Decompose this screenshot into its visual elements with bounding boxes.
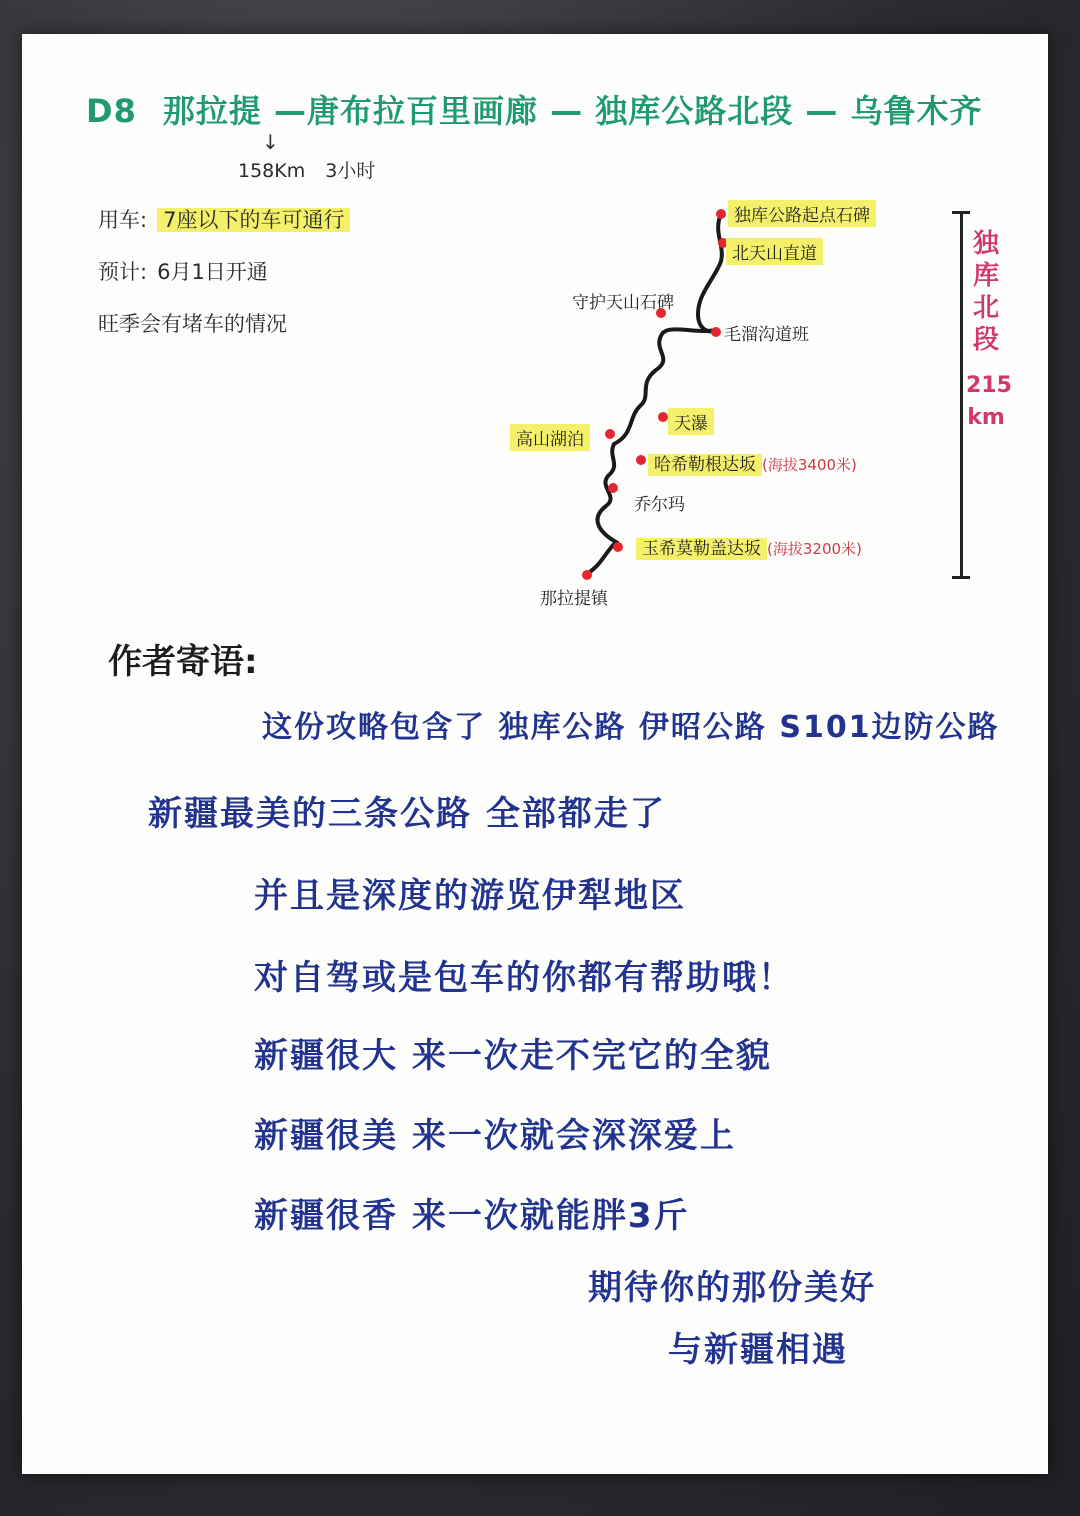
- distance: 158Km: [238, 160, 306, 182]
- author-line-1: 这份攻略包含了 独库公路 伊昭公路 S101边防公路: [262, 710, 1000, 745]
- label-yuximolegai-row: [636, 534, 862, 559]
- author-line-6: 新疆很美 来一次就会深深爱上: [254, 1116, 736, 1156]
- point-qiaoerma: [608, 483, 618, 493]
- author-line-2: 新疆最美的三条公路 全部都走了: [148, 794, 666, 834]
- info-opening-label: 预计:: [98, 260, 148, 284]
- point-maoliugou: [711, 327, 721, 337]
- author-line-5: 新疆很大 来一次走不完它的全貌: [254, 1036, 772, 1076]
- label-qiaoerma: 乔尔玛: [634, 495, 685, 515]
- point-alpine-lake: [605, 429, 615, 439]
- author-line-3: 并且是深度的游览伊犁地区: [254, 876, 686, 916]
- section-char-1: 独: [972, 229, 999, 259]
- label-tianpu: 天瀑: [668, 408, 714, 435]
- info-traffic-note: 旺季会有堵车的情况: [98, 312, 287, 336]
- label-guard-stele: 守护天山石碑: [572, 293, 674, 313]
- section-length-value: 215: [966, 373, 1012, 398]
- section-char-2: 库: [972, 261, 999, 291]
- duration: 3小时: [325, 160, 376, 182]
- section-char-3: 北: [972, 293, 999, 323]
- label-nalati-town: 那拉提镇: [540, 589, 608, 609]
- label-hashilegen: 哈希勒根达坂: [648, 454, 762, 476]
- label-hashilegen-row: [648, 450, 857, 475]
- info-opening-value: 6月1日开通: [157, 260, 268, 284]
- label-yuximolegai: 玉希莫勒盖达坂: [636, 538, 767, 560]
- bracket-line: [960, 212, 963, 578]
- bracket-bottom: [952, 576, 970, 579]
- label-beitianshan: 北天山直道: [726, 238, 823, 265]
- section-length: [966, 370, 1012, 434]
- section-length-unit: km: [967, 405, 1005, 430]
- point-tianpu: [658, 412, 668, 422]
- author-message-title: 作者寄语:: [108, 642, 258, 682]
- route-map: [22, 34, 1048, 634]
- note-paper: [22, 34, 1048, 1474]
- label-maoliugou: 毛溜沟道班: [724, 325, 809, 345]
- point-start-stele: [716, 209, 726, 219]
- label-hashilegen-altitude: (海拔3400米): [762, 456, 857, 474]
- day-code: D8: [86, 92, 137, 130]
- author-line-4: 对自驾或是包车的你都有帮助哦！: [254, 958, 794, 998]
- point-nalati-town: [582, 570, 592, 580]
- point-yuximolegai: [613, 542, 623, 552]
- info-vehicle-value: 7座以下的车可通行: [157, 208, 350, 232]
- section-name: [966, 228, 1006, 356]
- route-text: 那拉提 —唐布拉百里画廊 — 独库公路北段 — 乌鲁木齐: [162, 92, 983, 130]
- label-alpine-lake: 高山湖泊: [510, 424, 590, 451]
- info-vehicle-label: 用车:: [98, 208, 148, 232]
- author-line-9: 与新疆相遇: [668, 1330, 848, 1370]
- author-line-7: 新疆很香 来一次就能胖3斤: [254, 1196, 690, 1236]
- section-char-4: 段: [972, 325, 999, 355]
- label-start-stele: 独库公路起点石碑: [728, 200, 876, 227]
- point-hashilegen: [636, 455, 646, 465]
- author-line-8: 期待你的那份美好: [588, 1268, 876, 1308]
- label-yuximolegai-altitude: (海拔3200米): [767, 540, 862, 558]
- route-line: [587, 214, 722, 574]
- down-arrow-icon: ↓: [262, 130, 279, 154]
